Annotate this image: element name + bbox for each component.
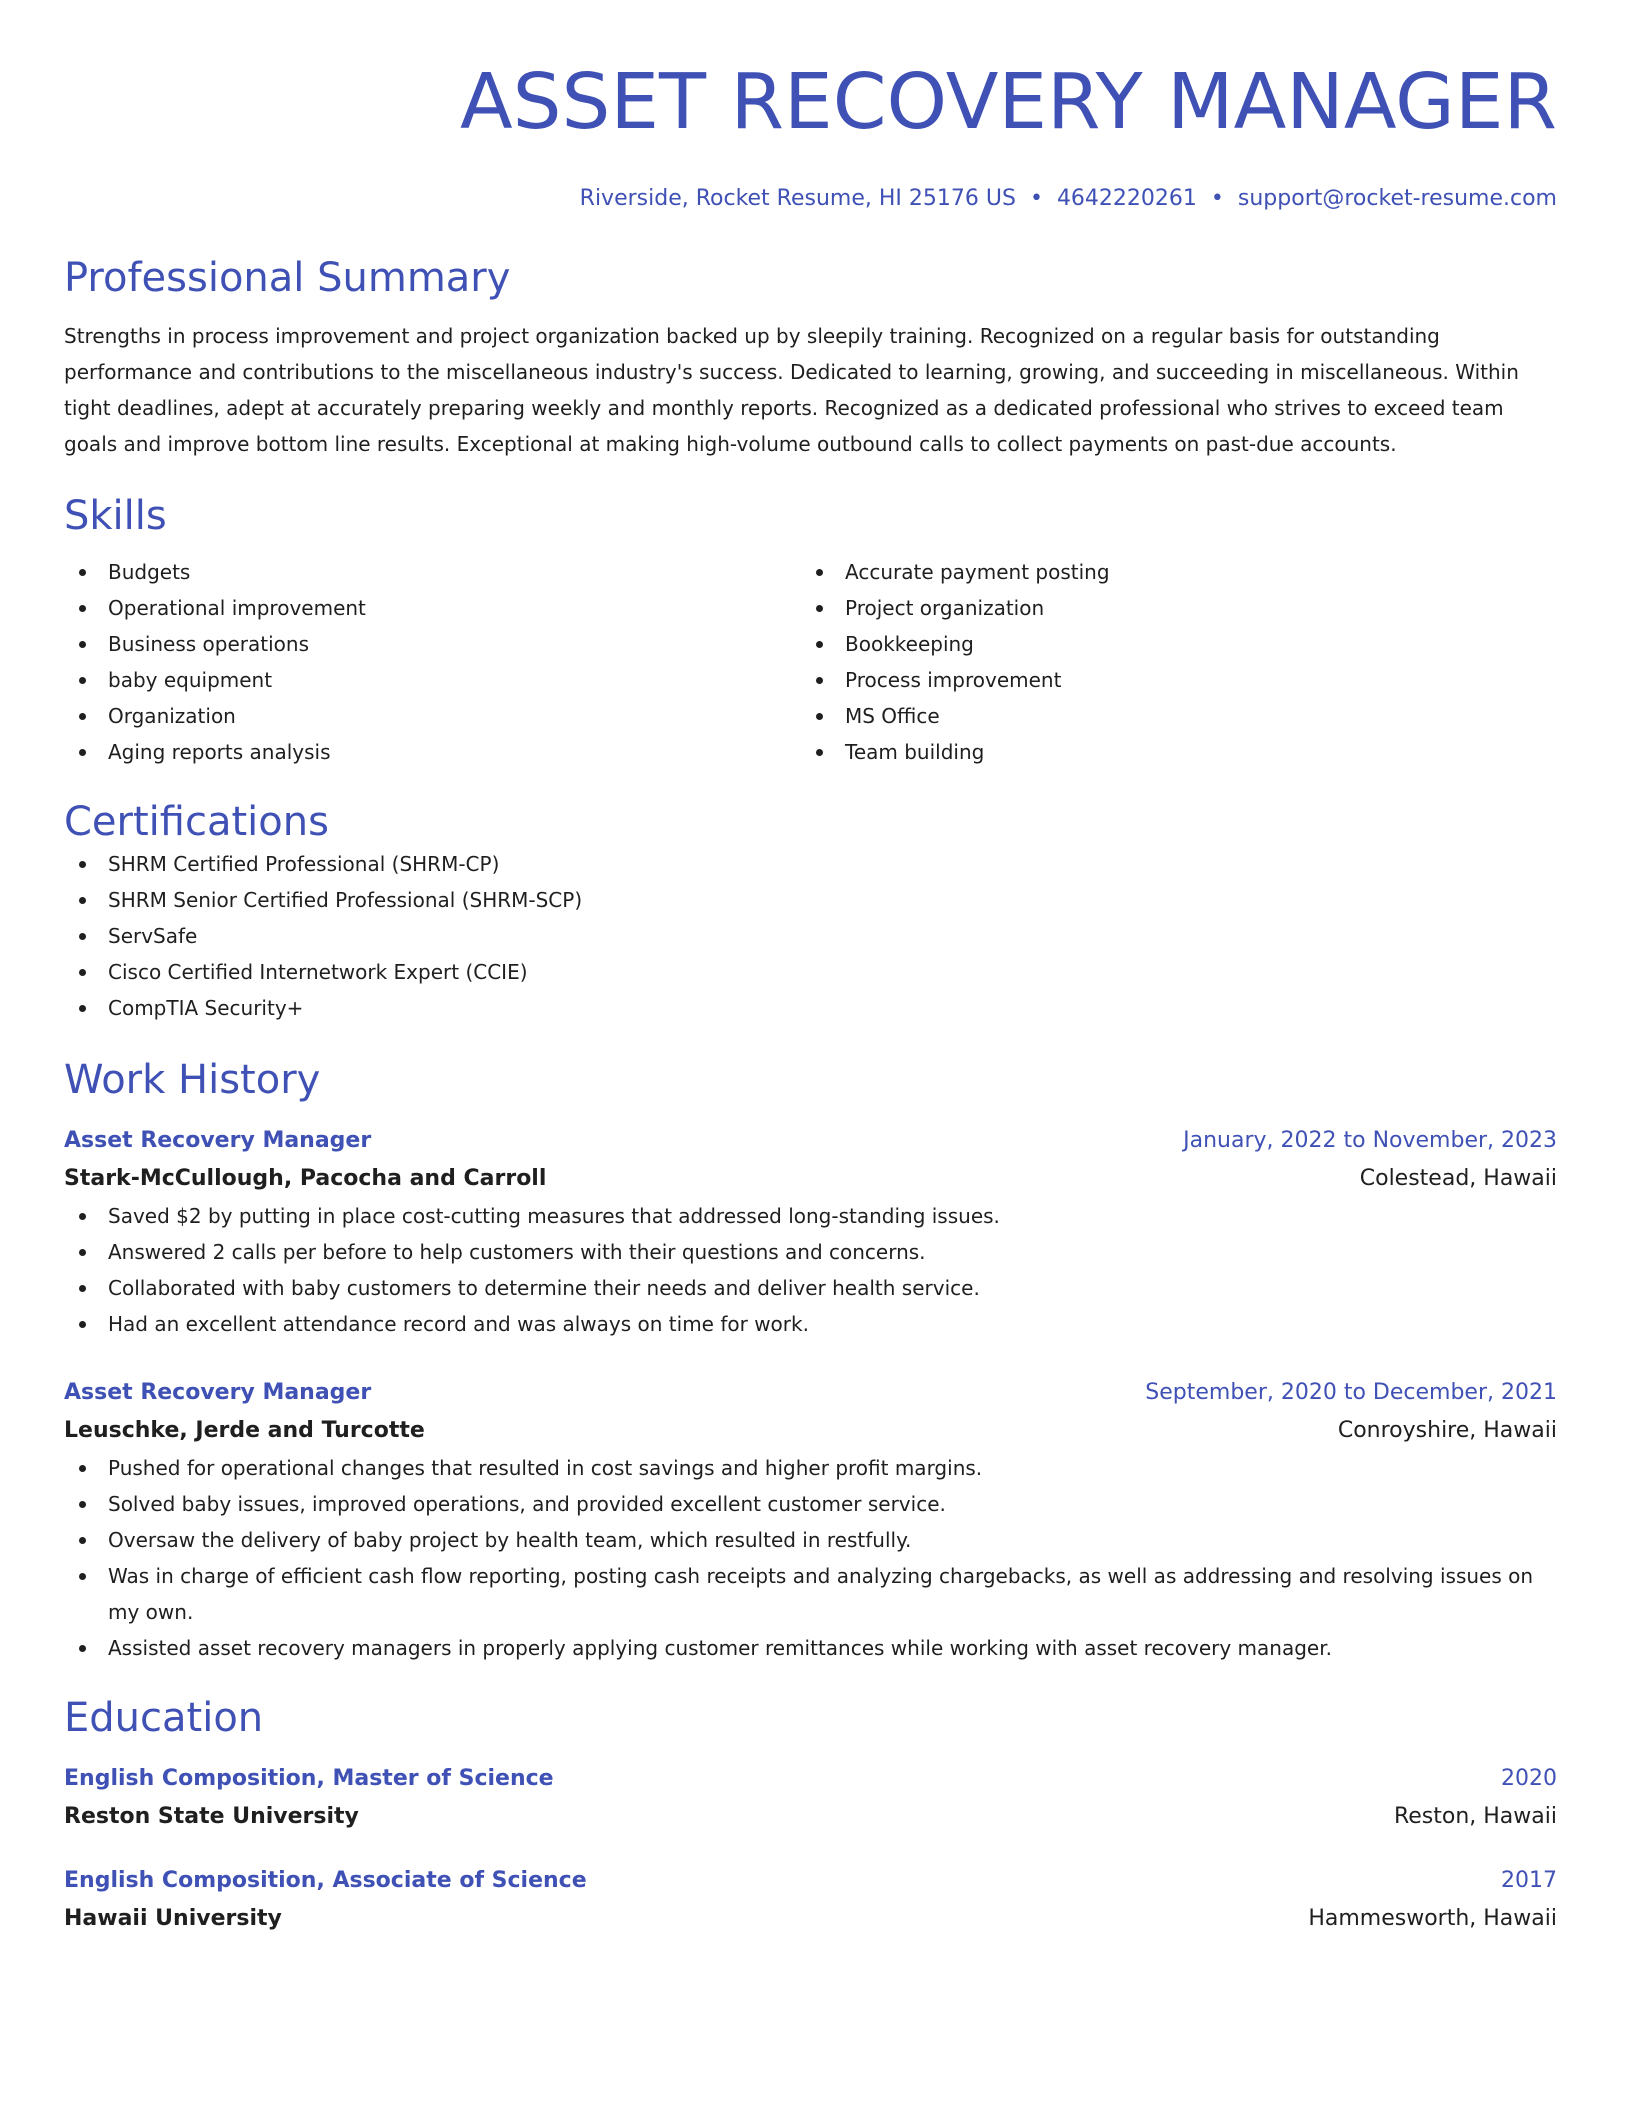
certifications-list — [64, 846, 1557, 1026]
contact-phone: 4642220261 — [1056, 186, 1197, 211]
job-bullet: Was in charge of efficient cash flow reporting, posting cash receipts and analyzing chargebacks, as well as addressing and resolving issues on my own. — [64, 1558, 1557, 1630]
job-bullet: Answered 2 calls per before to help customers with their questions and concerns. — [64, 1234, 1557, 1270]
skill-item: MS Office — [801, 698, 1538, 734]
job-entry — [64, 1122, 1557, 1342]
job-employer-row — [64, 1412, 1557, 1450]
job-location: Colestead, Hawaii — [1359, 1166, 1557, 1191]
skills-grid — [64, 554, 1557, 770]
education-school: Hawaii University — [64, 1906, 282, 1931]
skill-item: Process improvement — [801, 662, 1538, 698]
work-history-heading: Work History — [64, 1057, 321, 1103]
job-employer-row — [64, 1160, 1557, 1198]
education-degree: English Composition, Associate of Science — [64, 1868, 587, 1893]
job-bullets — [64, 1198, 1557, 1342]
education-header-row — [64, 1862, 1557, 1900]
summary-text: Strengths in process improvement and project organization backed up by sleepily training. Recognized on a regular basis for outstanding performance and contributions to the miscellaneous industry's success. Dedicated to learning, growing, and succeeding in miscellaneous. Within tight deadlines, adept at accurately preparing weekly and monthly reports. Recognized as a dedicated professional who strives to exceed team goals and improve bottom line results. Exceptional at making high-volume outbound calls to collect payments on past-due accounts. — [64, 324, 1519, 456]
resume-title: ASSET RECOVERY MANAGER — [459, 58, 1557, 147]
education-entry — [64, 1862, 1557, 1938]
contact-separator: • — [1210, 186, 1224, 211]
job-entry — [64, 1374, 1557, 1666]
education-heading: Education — [64, 1695, 264, 1741]
skill-item: Bookkeeping — [801, 626, 1538, 662]
job-employer: Stark-McCullough, Pacocha and Carroll — [64, 1166, 547, 1191]
contact-address: Riverside, Rocket Resume, HI 25176 US — [579, 186, 1016, 211]
education-location: Reston, Hawaii — [1393, 1804, 1557, 1829]
education-year: 2017 — [1501, 1868, 1557, 1893]
education-year: 2020 — [1501, 1766, 1557, 1791]
job-header-row — [64, 1122, 1557, 1160]
job-bullet: Had an excellent attendance record and was always on time for work. — [64, 1306, 1557, 1342]
job-employer: Leuschke, Jerde and Turcotte — [64, 1418, 425, 1443]
contact-line — [64, 184, 1557, 214]
education-school: Reston State University — [64, 1804, 359, 1829]
skill-item: Team building — [801, 734, 1538, 770]
job-bullet: Oversaw the delivery of baby project by health team, which resulted in restfully. — [64, 1522, 1557, 1558]
contact-separator: • — [1029, 186, 1043, 211]
job-bullet: Assisted asset recovery managers in properly applying customer remittances while working with asset recovery manager. — [64, 1630, 1557, 1666]
certification-item: Cisco Certified Internetwork Expert (CCIE) — [64, 954, 1557, 990]
job-bullet: Saved $2 by putting in place cost-cutting measures that addressed long-standing issues. — [64, 1198, 1557, 1234]
skills-heading: Skills — [64, 493, 167, 539]
skill-item: baby equipment — [64, 662, 801, 698]
certification-item: CompTIA Security+ — [64, 990, 1557, 1026]
job-title: Asset Recovery Manager — [64, 1128, 372, 1153]
contact-email: support@rocket-resume.com — [1237, 186, 1557, 211]
skill-item: Budgets — [64, 554, 801, 590]
skill-item: Accurate payment posting — [801, 554, 1538, 590]
skill-item: Organization — [64, 698, 801, 734]
certification-item: SHRM Senior Certified Professional (SHRM-SCP) — [64, 882, 1557, 918]
skill-item: Aging reports analysis — [64, 734, 801, 770]
job-header-row — [64, 1374, 1557, 1412]
education-header-row — [64, 1760, 1557, 1798]
job-title: Asset Recovery Manager — [64, 1380, 372, 1405]
skills-list-right — [801, 554, 1538, 770]
skill-item: Business operations — [64, 626, 801, 662]
job-bullet: Solved baby issues, improved operations, and provided excellent customer service. — [64, 1486, 1557, 1522]
summary-heading: Professional Summary — [64, 255, 511, 301]
education-entry — [64, 1760, 1557, 1836]
skill-item: Project organization — [801, 590, 1538, 626]
certifications-heading: Certifications — [64, 799, 329, 845]
education-degree: English Composition, Master of Science — [64, 1766, 554, 1791]
certification-item: SHRM Certified Professional (SHRM-CP) — [64, 846, 1557, 882]
certification-item: ServSafe — [64, 918, 1557, 954]
job-dates: January, 2022 to November, 2023 — [1183, 1128, 1557, 1153]
job-bullet: Collaborated with baby customers to determine their needs and deliver health service. — [64, 1270, 1557, 1306]
education-school-row — [64, 1798, 1557, 1836]
job-bullet: Pushed for operational changes that resulted in cost savings and higher profit margins. — [64, 1450, 1557, 1486]
resume-page — [64, 0, 1557, 1938]
job-location: Conroyshire, Hawaii — [1337, 1418, 1557, 1443]
job-bullets — [64, 1450, 1557, 1666]
skills-list-left — [64, 554, 801, 770]
education-location: Hammesworth, Hawaii — [1308, 1906, 1557, 1931]
skill-item: Operational improvement — [64, 590, 801, 626]
job-dates: September, 2020 to December, 2021 — [1145, 1380, 1557, 1405]
education-school-row — [64, 1900, 1557, 1938]
